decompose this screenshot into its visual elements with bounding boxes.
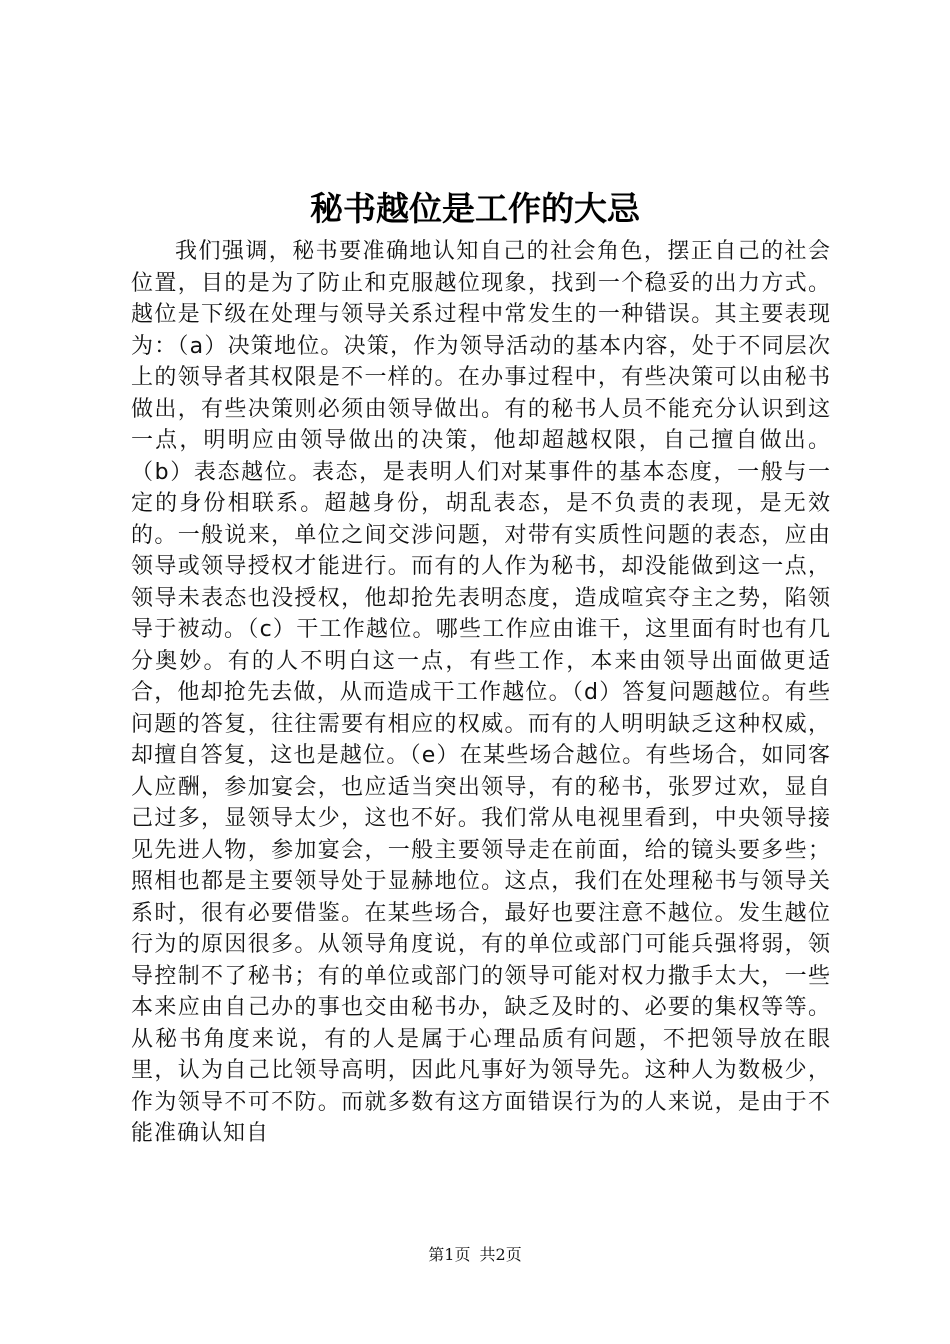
page-total: 共2页 (479, 1245, 522, 1264)
body-paragraph: 我们强调，秘书要准确地认知自己的社会角色，摆正自己的社会位置，目的是为了防止和克服越位现象，找到一个稳妥的出力方式。越位是下级在处理与领导关系过程中常发生的一种错误。其主要表现为：（a）决策地位。决策，作为领导活动的基本内容，处于不同层次上的领导者其权限是不一样的。在办事过程中，有些决策可以由秘书做出，有些决策则必须由领导做出。有的秘书人员不能充分认识到这一点，明明应由领导做出的决策，他却超越权限，自己擅自做出。（b）表态越位。表态，是表明人们对某事件的基本态度，一般与一定的身份相联系。超越身份，胡乱表态，是不负责的表现，是无效的。一般说来，单位之间交涉问题，对带有实质性问题的表态，应由领导或领导授权才能进行。而有的人作为秘书，却没能做到这一点，领导未表态也没授权，他却抢先表明态度，造成喧宾夺主之势，陷领导于被动。（c）干工作越位。哪些工作应由谁干，这里面有时也有几分奥妙。有的人不明白这一点，有些工作，本来由领导出面做更适合，他却抢先去做，从而造成干工作越位。（d）答复问题越位。有些问题的答复，往往需要有相应的权威。而有的人明明缺乏这种权威，却擅自答复，这也是越位。（e）在某些场合越位。有些场合，如同客人应酬，参加宴会，也应适当突出领导，有的秘书，张罗过欢，显自己过多，显领导太少，这也不好。我们常从电视里看到，中央领导接见先进人物，参加宴会，一般主要领导走在前面，给的镜头要多些；照相也都是主要领导处于显赫地位。这点，我们在处理秘书与领导关系时，很有必要借鉴。在某些场合，最好也要注意不越位。发生越位行为的原因很多。从领导角度说，有的单位或部门可能兵强将弱，领导控制不了秘书；有的单位或部门的领导可能对权力撒手太大，一些本来应由自己办的事也交由秘书办，缺乏及时的、必要的集权等等。从秘书角度来说，有的人是属于心理品质有问题，不把领导放在眼里，认为自己比领导高明，因此凡事好为领导先。这种人为数极少，作为领导不可不防。而就多数有这方面错误行为的人来说，是由于不能准确认知自 (131, 239, 831, 1146)
document-title: 秘书越位是工作的大忌 (310, 189, 640, 228)
page-number: 第1页 (428, 1245, 471, 1264)
page-footer (0, 1244, 950, 1266)
